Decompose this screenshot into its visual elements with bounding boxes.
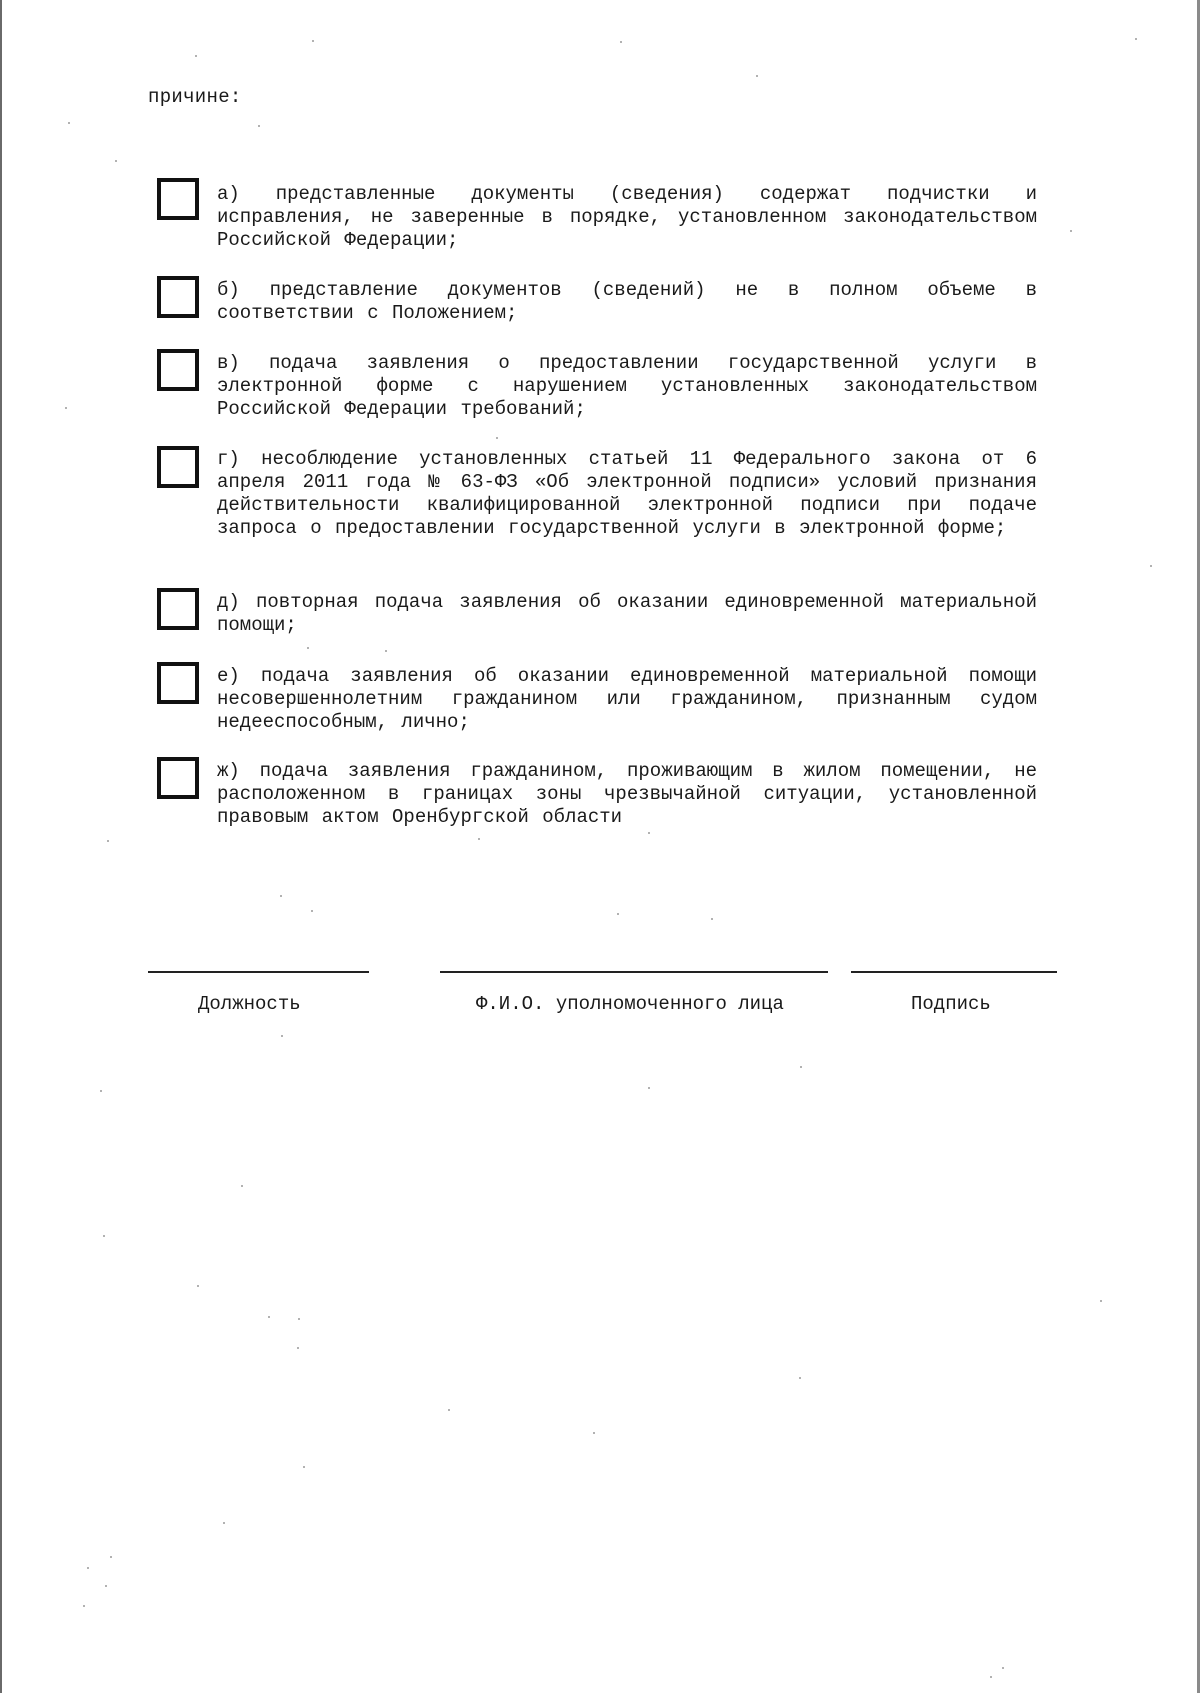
scan-speck (303, 1466, 305, 1468)
scan-speck (448, 1409, 450, 1411)
scan-speck (800, 1066, 802, 1068)
scan-speck (268, 1316, 270, 1318)
scan-speck (68, 122, 70, 124)
scan-speck (258, 125, 260, 127)
scan-speck (496, 437, 498, 439)
scan-speck (87, 1567, 89, 1569)
scan-speck (648, 1087, 650, 1089)
reason-item-e: е) подача заявления об оказании единовременной материальной помощи несовершеннолетним гражданином или гражданином, признанным судом недееспособным, лично; (217, 665, 1037, 733)
scan-speck (297, 1347, 299, 1349)
scan-speck (711, 918, 713, 920)
scan-speck (197, 1285, 199, 1287)
scan-speck (1135, 38, 1137, 40)
scan-speck (223, 1522, 225, 1524)
name-label: Ф.И.О. уполномоченного лица (476, 993, 784, 1015)
reason-item-zh: ж) подача заявления гражданином, проживающим в жилом помещении, не расположенном в границах зоны чрезвычайной ситуации, установленной правовым актом Оренбургской области (217, 760, 1037, 828)
scan-speck (312, 40, 314, 42)
checkbox-d[interactable] (157, 588, 199, 630)
scan-speck (617, 913, 619, 915)
position-label: Должность (198, 993, 301, 1015)
scan-speck (593, 1432, 595, 1434)
reason-item-d: д) повторная подача заявления об оказании единовременной материальной помощи; (217, 591, 1037, 636)
scan-speck (799, 1377, 801, 1379)
scan-speck (280, 895, 282, 897)
reason-item-a: а) представленные документы (сведения) содержат подчистки и исправления, не заверенные в порядке, установленном законодательством Российской Федерации; (217, 183, 1037, 251)
scan-speck (648, 832, 650, 834)
position-line (148, 971, 369, 973)
scan-speck (105, 1585, 107, 1587)
scan-speck (311, 910, 313, 912)
name-line (440, 971, 828, 973)
scan-speck (195, 55, 197, 57)
reason-item-g: г) несоблюдение установленных статьей 11 Федерального закона от 6 апреля 2011 года № 63-ФЗ «Об электронной подписи» условий признания действительности квалифицированной электронной подписи при подаче запроса о предоставлении государственной услуги в электронной форме; (217, 448, 1037, 539)
scan-speck (478, 838, 480, 840)
scan-speck (103, 1235, 105, 1237)
scan-speck (100, 1090, 102, 1092)
scan-speck (385, 650, 387, 652)
scan-speck (756, 75, 758, 77)
checkbox-e[interactable] (157, 662, 199, 704)
scan-speck (110, 1556, 112, 1558)
scan-speck (1100, 1300, 1102, 1302)
intro-text: причине: (148, 86, 242, 108)
scan-speck (620, 41, 622, 43)
scan-speck (107, 840, 109, 842)
scan-speck (65, 407, 67, 409)
scan-speck (990, 1676, 992, 1678)
signature-label: Подпись (911, 993, 991, 1015)
scan-speck (241, 1185, 243, 1187)
scan-speck (1070, 230, 1072, 232)
scan-speck (1002, 1667, 1004, 1669)
checkbox-zh[interactable] (157, 757, 199, 799)
checkbox-b[interactable] (157, 276, 199, 318)
scan-speck (1150, 565, 1152, 567)
scan-speck (307, 647, 309, 649)
scan-speck (115, 160, 117, 162)
checkbox-a[interactable] (157, 178, 199, 220)
checkbox-v[interactable] (157, 349, 199, 391)
page-edge-left (0, 0, 2, 1693)
reason-item-b: б) представление документов (сведений) не в полном объеме в соответствии с Положением; (217, 279, 1037, 324)
reason-item-v: в) подача заявления о предоставлении государственной услуги в электронной форме с нарушением установленных законодательством Российской Федерации требований; (217, 352, 1037, 420)
checkbox-g[interactable] (157, 446, 199, 488)
scan-speck (83, 1605, 85, 1607)
scan-speck (281, 1035, 283, 1037)
scan-speck (298, 1318, 300, 1320)
signature-line (851, 971, 1057, 973)
